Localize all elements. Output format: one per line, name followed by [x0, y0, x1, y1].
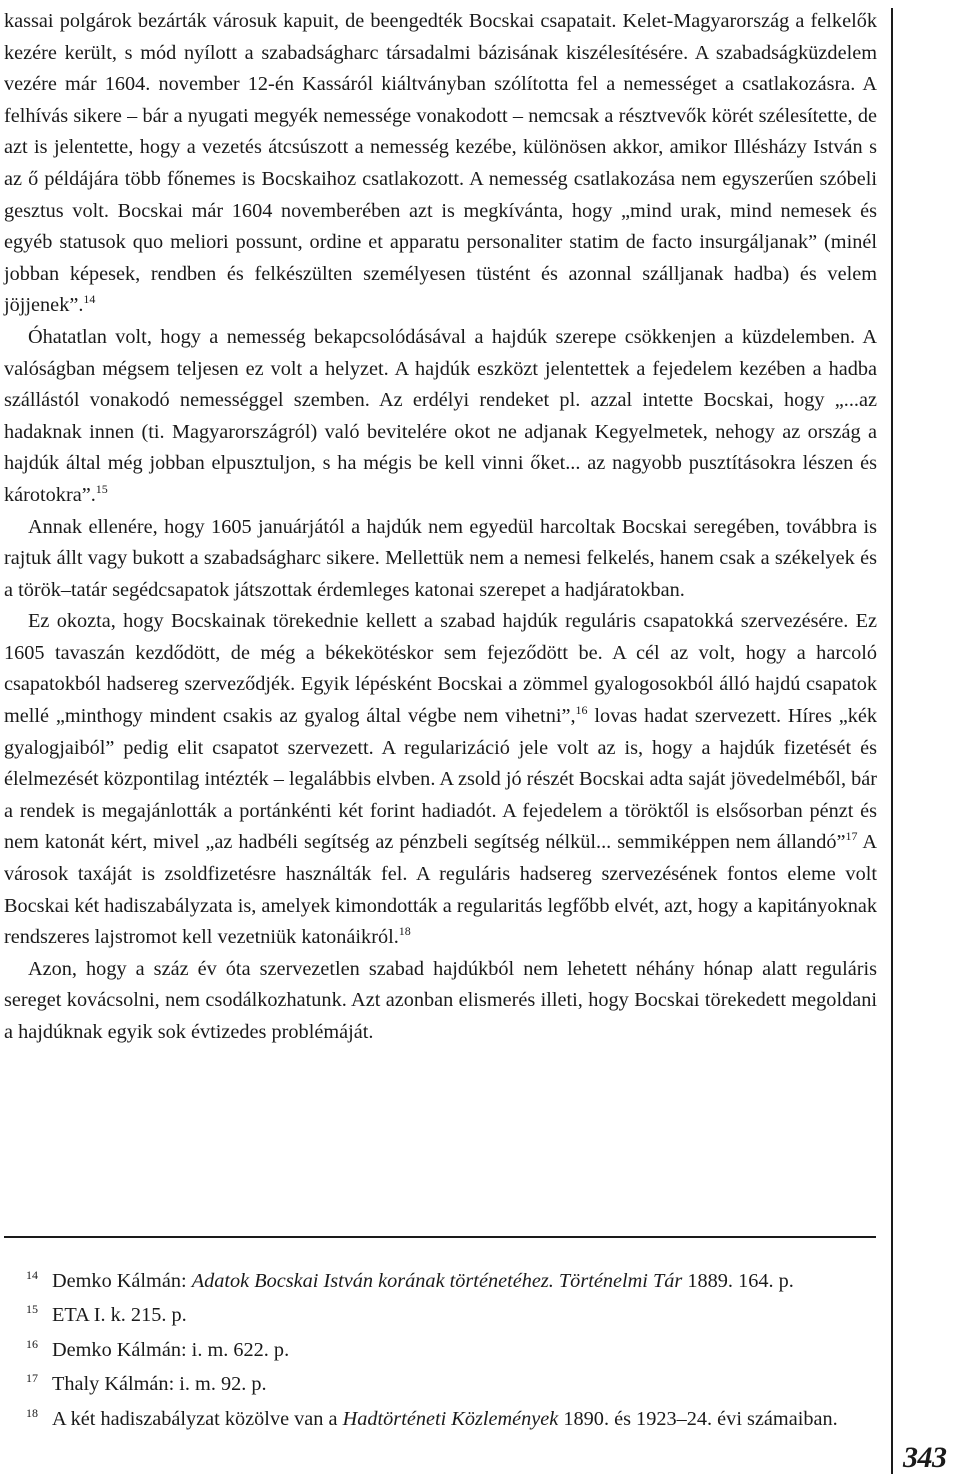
footnote-italic: Adatok Bocskai István korának történetéhez. Történelmi Tár [191, 1270, 683, 1292]
footnote-text: 1889. 164. p. [682, 1270, 794, 1292]
paragraph-3 [4, 512, 877, 607]
footnote-text: Demko Kálmán: i. m. 622. p. [52, 1338, 290, 1361]
footnote-text: Demko Kálmán: [52, 1270, 192, 1292]
footnote-text: A két hadiszabályzat közölve van a [52, 1407, 343, 1430]
footnote-15: 15 ETA I. k. 215. p. [26, 1302, 187, 1327]
footnote-ref-16: 16 [575, 703, 588, 718]
footnote-16: 16 Demko Kálmán: i. m. 622. p. [26, 1336, 290, 1361]
margin-rule [891, 8, 893, 1474]
footnote-ref-14: 14 [83, 292, 96, 307]
footnote-text: 1890. és 1923–24. évi számaiban. [558, 1407, 838, 1430]
paragraph-4 [4, 606, 877, 954]
footnotes [4, 1264, 877, 1436]
page-number: 343 [903, 1441, 947, 1474]
paragraph-2 [4, 322, 877, 512]
paragraph-5 [4, 954, 877, 1049]
footnote-text: Thaly Kálmán: i. m. 92. p. [52, 1373, 267, 1396]
body-text [4, 6, 877, 1049]
paragraph-5-text-a: Azon, hogy a száz év óta szervezetlen szabad hajdúkból nem lehetett néhány hónap alatt reguláris sereget kovácsolni, nem csodálkozhatunk. Azt azonban elismerés illeti, hogy Bocskai törekedett megoldani a hajdúknak egyik sok évtizedes problémáját. [4, 957, 877, 1043]
footnote-italic: Hadtörténeti Közlemények [342, 1407, 559, 1430]
paragraph-1 [4, 6, 877, 322]
footnote-ref-18: 18 [398, 924, 411, 939]
footnote-separator [4, 1236, 876, 1238]
footnote-18: 18 A két hadiszabályzat közölve van a Hadtörténeti Közlemények 1890. és 1923–24. évi számaiban. [26, 1405, 838, 1430]
paragraph-4-text-a: Ez okozta, hogy Bocskainak törekednie kellett a szabad hajdúk reguláris csapatokká szervezésére. Ez 1605 tavaszán kezdődött, de még a békekötéskor sem fejeződött be. A cél az volt, hogy a harcoló csapatokból hadsereg szerveződjék. Egyik lépésként Bocskai a zömmel gyalogosokból álló hajdú csapatok mellé „minthogy mindent csakis az gyalog által végbe nem vihetni”, [4, 610, 877, 728]
footnote-17: 17 Thaly Kálmán: i. m. 92. p. [26, 1371, 267, 1396]
footnote-ref-17: 17 [845, 829, 858, 844]
footnote-text: ETA I. k. 215. p. [52, 1304, 187, 1327]
paragraph-4-text-c: A városok taxáját is zsoldfizetésre használták fel. A reguláris hadsereg szervezésének fontos eleme volt Bocskai két hadiszabályzata is, amelyek kimondották a regularitás legfőbb elvét, azt, hogy a kapitányoknak rendszeres lajstromot kell vezetniük katonáikról. [4, 831, 877, 949]
footnote-ref-15: 15 [95, 481, 108, 496]
paragraph-4-text-b: lovas hadat szervezett. Híres „kék gyalogjaiból” pedig elit csapatot szervezett. A regularizáció jele volt az is, hogy a hajdúk fizetését és élelmezését központilag intézték – legalábbis elvben. A zsold jó részét Bocskai adta saját jövedelméből, bár a rendek is megajánlották a portánkénti két forint hadiadót. A fejedelem a töröktől is elsősorban pénzt és nem katonát kért, mivel „az hadbéli segítség az pénzbeli segítség nélkül... semmiképpen nem állandó” [4, 705, 877, 854]
paragraph-3-text-a: Annak ellenére, hogy 1605 januárjától a hajdúk nem egyedül harcoltak Bocskai seregében, továbbra is rajtuk állt vagy bukott a szabadságharc sikere. Mellettük nem a nemesi felkelés, hanem csak a székelyek és a török–tatár segédcsapatok játszottak érdemleges katonai szerepet a hadjáratokban. [4, 515, 877, 601]
paragraph-2-text-a: Óhatatlan volt, hogy a nemesség bekapcsolódásával a hajdúk szerepe csökkenjen a küzdelemben. A valóságban mégsem teljesen ez volt a helyzet. A hajdúk eszközt jelentettek a fejedelem kezében a hadba szállástól vonakodó nemességgel szemben. Az erdélyi rendeket pl. azzal intette Bocskai, hogy „...az hadaknak innen (ti. Magyarországról) való bevitelére okot ne adjanak Kegyelmetek, nehogy az ország a hajdúk által még jobban elpusztuljon, s ha mégis be kell vinni őket... az nagyobb pusztításokra lészen és károtokra”. [4, 325, 877, 506]
footnote-14: 14 Demko Kálmán: Adatok Bocskai István korának történetéhez. Történelmi Tár 1889. 164. p. [26, 1268, 794, 1292]
paragraph-1-text-a: kassai polgárok bezárták városuk kapuit, de beengedték Bocskai csapatait. Kelet-Magyarország a felkelők kezére került, s mód nyílott a szabadságharc társadalmi bázisának kiszélesítésére. A szabadságküzdelem vezére már 1604. november 12-én Kassáról kiáltványban szólította fel a nemességet a csatlakozásra. A felhívás sikere – bár a nyugati megyék nemessége vonakodott – nemcsak a résztvevők körét szélesítette, de azt is jelentette, hogy a vezetés átcsúszott a nemesség kezébe, különösen akkor, amikor Illésházy István s az ő példájára több főnemes is Bocskaihoz csatlakozott. A nemesség csatlakozása nem egyszerűen szóbeli gesztus volt. Bocskai már 1604 novemberében azt is megkívánta, hogy „mind urak, mind nemesek és egyéb statusok quo meliori possunt, ordine et apparatu personaliter statim de facto insurgáljanak” (minél jobban képesek, rendben és felkészülten személyesen tüstént és azonnal szálljanak hadba) és velem jöjjenek”. [4, 10, 877, 317]
